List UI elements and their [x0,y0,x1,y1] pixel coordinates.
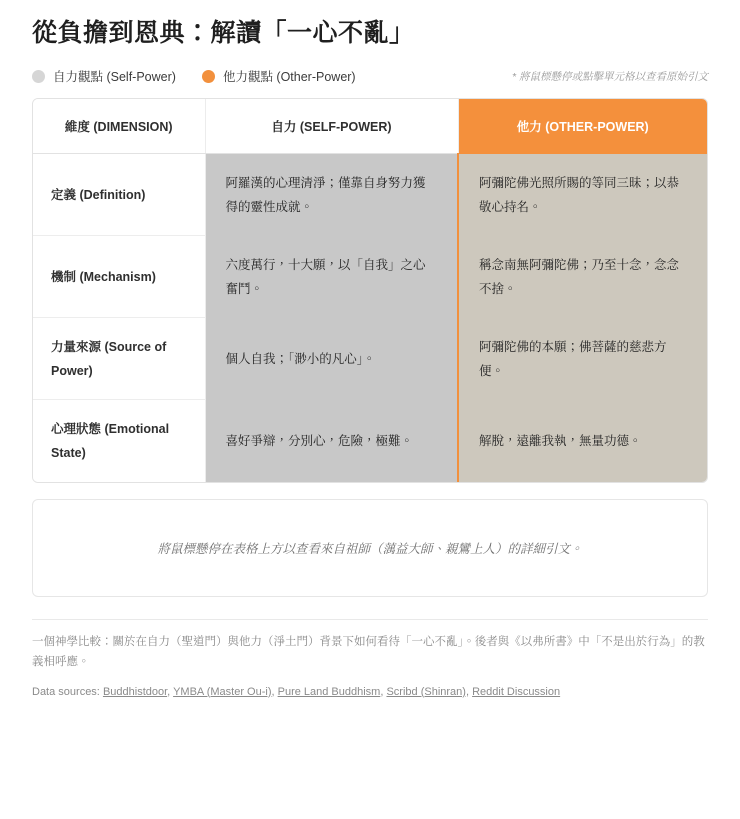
table-row [33,318,707,400]
column-header-self-power[interactable]: 自力 (SELF-POWER) [205,99,458,154]
tooltip-hint-text: 將鼠標懸停在表格上方以查看來自祖師（蕅益大師、親鸞上人）的詳細引文。 [157,541,583,556]
cell-other-power[interactable]: 稱念南無阿彌陀佛；乃至十念，念念不捨。 [458,236,707,318]
table-header-row [33,99,707,154]
cell-self-power[interactable]: 阿羅漢的心理清淨；僅靠自身努力獲得的靈性成就。 [205,154,458,236]
legend-item-self-power[interactable] [32,67,176,85]
table-row [33,154,707,236]
cell-other-power[interactable]: 阿彌陀佛光照所賜的等同三昧；以恭敬心持名。 [458,154,707,236]
source-link-reddit-discussion[interactable]: Reddit Discussion [472,685,561,698]
footer-description: 一個神學比較：關於在自力（聖道門）與他力（淨土門）背景下如何看待「一心不亂」。後者與《以弗所書》中「不是出於行為」的教義相呼應。 [32,635,705,668]
cell-other-power[interactable]: 解脫，遠離我執，無量功德。 [458,400,707,482]
cell-dimension: 機制 (Mechanism) [33,236,205,318]
tooltip-hint-panel [32,499,708,597]
table-row [33,400,707,482]
cell-other-power[interactable]: 阿彌陀佛的本願；佛菩薩的慈悲方便。 [458,318,707,400]
comparison-table [33,99,707,482]
source-link-pure-land-buddhism[interactable]: Pure Land Buddhism [277,685,381,698]
legend-hover-note: * 將鼠標懸停或點擊單元格以查看原始引文 [511,70,708,83]
cell-self-power[interactable]: 個人自我；「渺小的凡心」。 [205,318,458,400]
data-sources-line [32,686,708,698]
table-header [33,99,707,154]
legend-label-self-power: 自力觀點 (Self-Power) [53,70,176,84]
cell-dimension: 心理狀態 (Emotional State) [33,400,205,482]
column-header-dimension[interactable]: 維度 (DIMENSION) [33,99,205,154]
source-separator: , [380,685,384,698]
footer [32,619,708,698]
source-separator: , [167,685,171,698]
legend-item-other-power[interactable] [202,67,356,85]
source-separator: , [271,685,275,698]
table-row [33,236,707,318]
comparison-table-card [32,98,708,483]
source-separator: , [465,685,470,698]
legend-label-other-power: 他力觀點 (Other-Power) [222,70,356,84]
cell-dimension: 定義 (Definition) [33,154,205,236]
cell-self-power[interactable]: 喜好爭辯，分別心，危險，極難。 [205,400,458,482]
cell-dimension: 力量來源 (Source of Power) [33,318,205,400]
legend-dot-self-power-icon [32,70,45,83]
column-header-other-power[interactable]: 他力 (OTHER-POWER) [458,99,707,154]
data-sources-label: Data sources: [32,685,100,698]
legend-dot-other-power-icon [202,70,215,83]
legend [32,66,708,86]
source-link-buddhistdoor[interactable]: Buddhistdoor [102,685,168,698]
source-link-ymba-master-ou-i[interactable]: YMBA (Master Ou-i) [173,685,272,698]
table-body [33,154,707,482]
cell-self-power[interactable]: 六度萬行，十大願，以「自我」之心奮鬥。 [205,236,458,318]
page-title: 從負擔到恩典：解讀「一心不亂」 [32,19,415,47]
source-link-scribd-shinran[interactable]: Scribd (Shinran) [386,685,466,698]
